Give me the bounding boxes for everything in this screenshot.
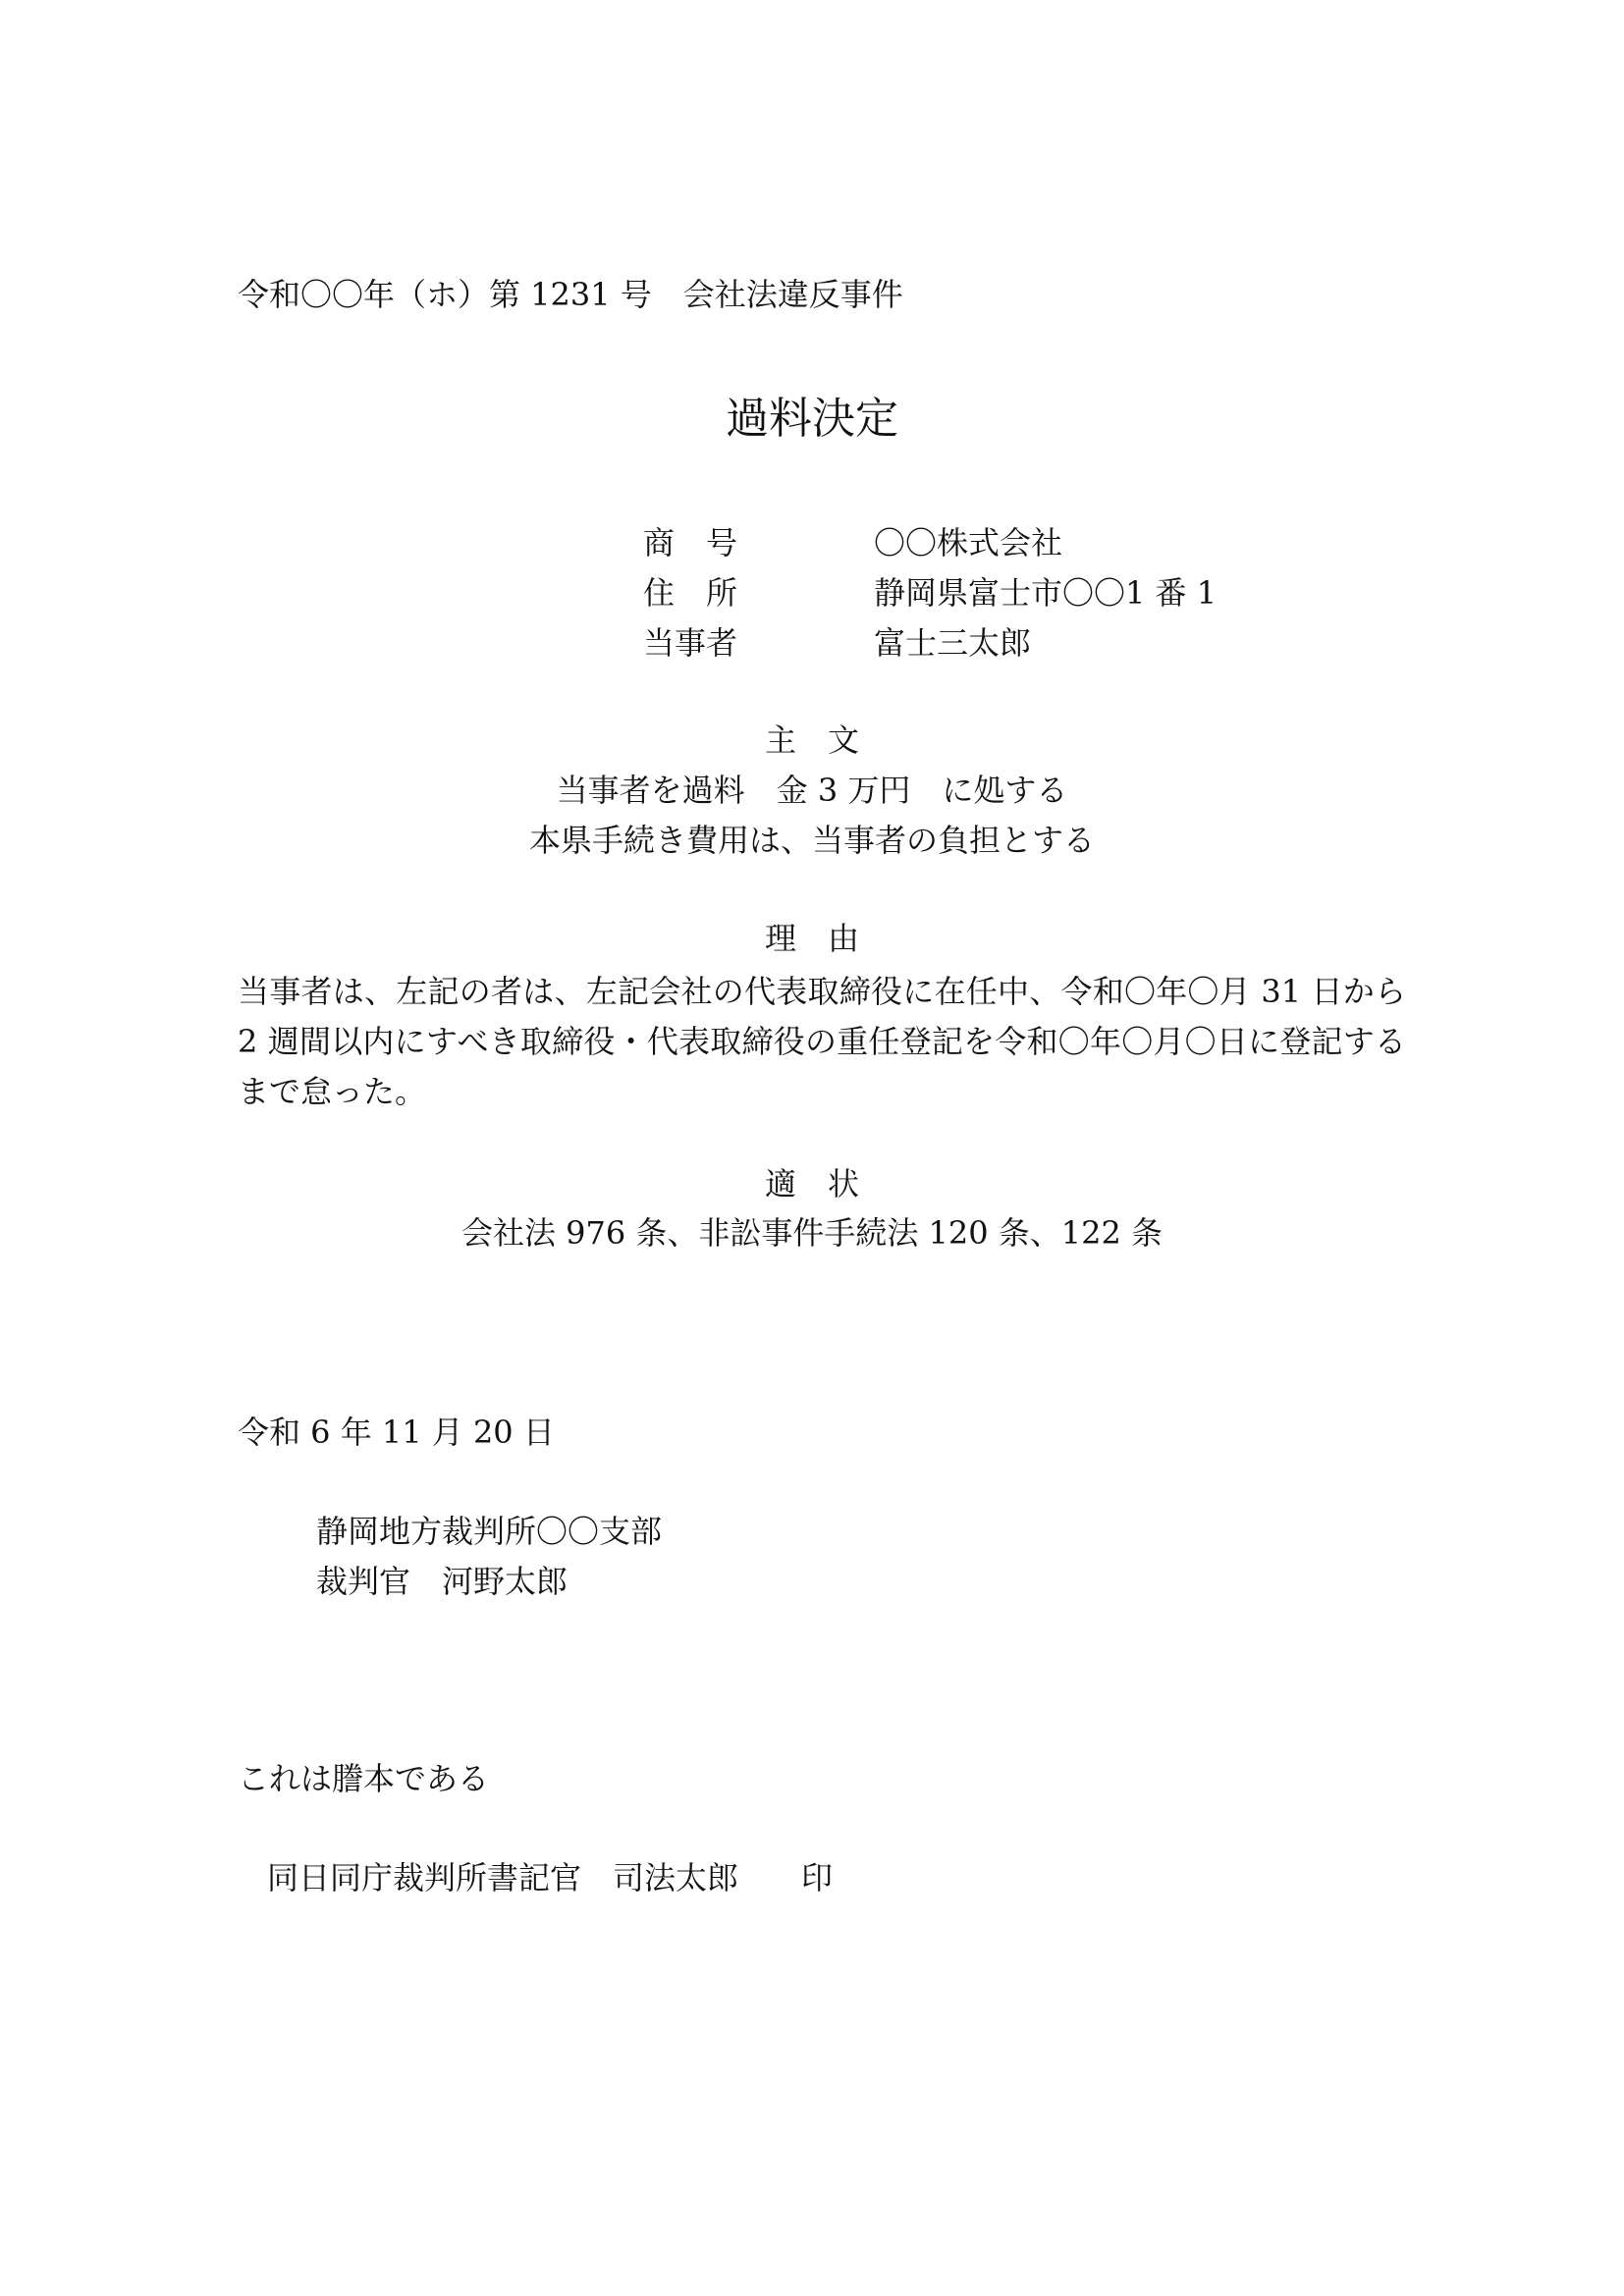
applicable-law-heading: 適 状 (764, 1165, 859, 1202)
party-value-trade-name: 〇〇株式会社 (874, 524, 1063, 561)
main-text-line: 本県手続き費用は、当事者の負担とする (528, 822, 1095, 859)
judge-name: 裁判官 河野太郎 (316, 1563, 568, 1600)
party-label-party: 当事者 (643, 624, 738, 662)
reason-heading: 理 由 (764, 920, 859, 957)
party-label-address: 住 所 (643, 574, 738, 612)
party-label-trade-name: 商 号 (643, 524, 738, 561)
reason-body: 当事者は、左記の者は、左記会社の代表取締役に在任中、令和〇年〇月 31 日から 2 週間以内にすべき取締役・代表取締役の重任登記を令和〇年〇月〇日に登記するまで怠った。 (238, 973, 1406, 1110)
document-title: 過料決定 (726, 394, 898, 444)
court-name: 静岡地方裁判所〇〇支部 (316, 1513, 663, 1550)
case-number: 令和〇〇年（ホ）第 1231 号 会社法違反事件 (238, 276, 903, 313)
applicable-law-line: 会社法 976 条、非訟事件手続法 120 条、122 条 (460, 1214, 1164, 1252)
party-value-address: 静岡県富士市〇〇1 番 1 (874, 574, 1218, 612)
decision-date: 令和 6 年 11 月 20 日 (238, 1414, 555, 1451)
party-value-party: 富士三太郎 (874, 624, 1032, 662)
main-text-heading: 主 文 (764, 721, 859, 759)
main-text-line: 当事者を過料 金 3 万円 に処する (556, 772, 1068, 809)
clerk-signature-line: 同日同庁裁判所書記官 司法太郎 印 (267, 1859, 834, 1896)
certified-copy-note: これは謄本である (238, 1760, 490, 1797)
